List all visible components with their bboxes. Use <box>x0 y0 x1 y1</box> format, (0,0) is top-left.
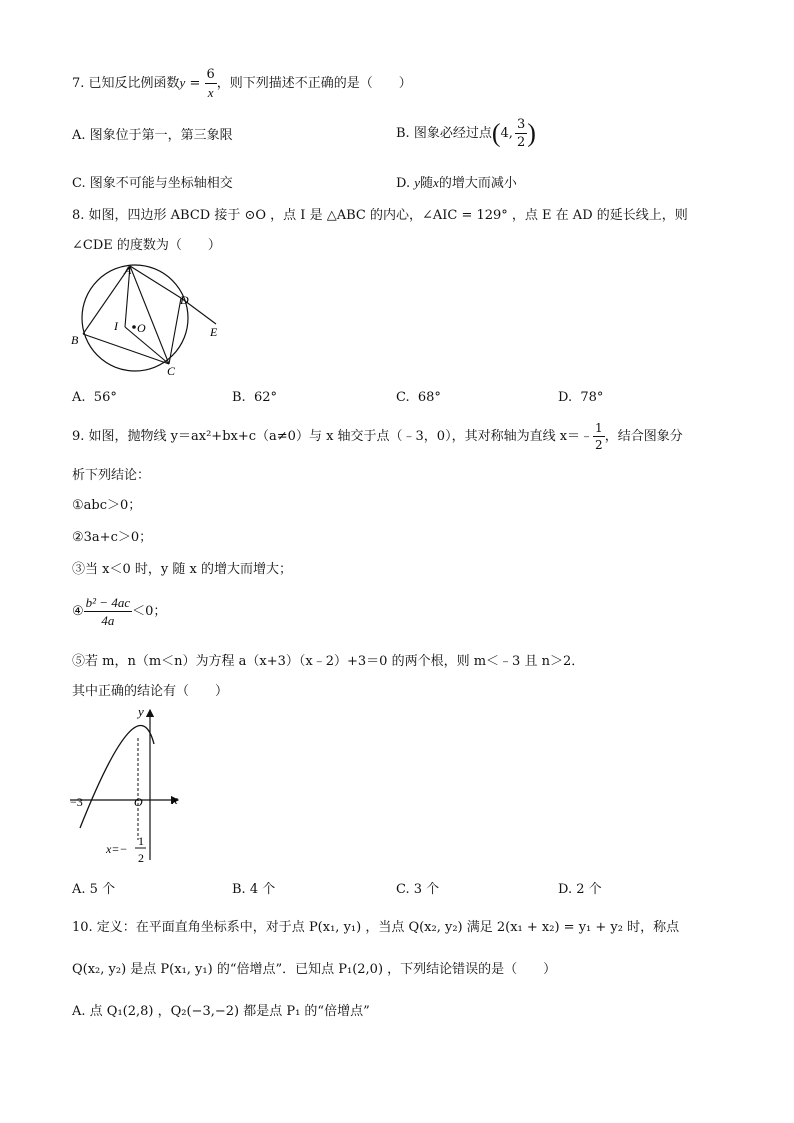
label-e: E <box>210 325 218 339</box>
q9-axis-fraction <box>593 422 605 451</box>
q7-eq: = <box>185 76 205 91</box>
q8-stem-line1: 8. 如图，四边形 ABCD 接于 ⊙O ，点 I 是 △ABC 的内心，∠AIC = 129° ，点 E 在 AD 的延长线上，则 <box>72 208 688 223</box>
q7-option-d <box>396 172 517 191</box>
label-axis-num: 1 <box>138 834 144 848</box>
q9-conclusion-3: ③当 x＜0 时，y 随 x 的增大而增大； <box>72 562 292 577</box>
option-label: A. <box>72 390 86 405</box>
frac-den: 4a <box>84 611 132 627</box>
q9-c4-post: ＜0； <box>132 604 167 619</box>
q8-option-d <box>558 390 603 405</box>
right-paren: ) <box>527 118 536 148</box>
q9-conclusion-1: ①abc＞0； <box>72 498 142 513</box>
q7-option-c <box>72 172 233 191</box>
frac-den: 2 <box>516 135 526 150</box>
q9-option-d <box>558 878 602 897</box>
q7-frac-den: x <box>205 83 217 99</box>
option-text: 68° <box>417 390 441 405</box>
label-b: B <box>71 333 79 347</box>
q9-option-c <box>396 878 439 897</box>
option-label: B. <box>396 126 410 141</box>
q9-conclusion-4 <box>72 590 166 634</box>
option-text: 56° <box>93 390 117 405</box>
frac-num: 3 <box>516 117 526 132</box>
option-text: 4 个 <box>249 882 276 897</box>
q9-stem-line1 <box>72 418 683 456</box>
q9-stem-pre: 9. 如图，抛物线 y＝ax²+bx+c（a≠0）与 x 轴交于点（﹣3，0），其对称轴为直线 x＝﹣ <box>72 429 594 444</box>
q9-parabola-figure <box>66 700 196 868</box>
q7-option-a <box>72 124 233 143</box>
circle-o <box>82 265 188 371</box>
option-label: C. <box>72 176 86 191</box>
q7-frac-num: 6 <box>206 67 215 82</box>
option-label: D. <box>558 390 573 405</box>
q8-stem-line2: ∠CDE 的度数为（ ） <box>72 238 221 253</box>
q7-stem <box>72 66 412 100</box>
option-text: 3 个 <box>413 882 440 897</box>
label-a: A <box>124 263 132 277</box>
label-x: x <box>172 792 178 807</box>
point-x: 4 <box>500 126 509 141</box>
q10-stem-line2: Q(x₂, y₂) 是点 P(x₁, y₁) 的“倍增点”．已知点 P₁(2,0) ，下列结论错误的是（ ） <box>72 962 557 977</box>
label-o: O <box>137 321 146 335</box>
q9-ask: 其中正确的结论有（ ） <box>72 684 229 699</box>
option-label: B. <box>232 882 246 897</box>
option-label: A. <box>72 882 86 897</box>
option-text: 的增大而减小 <box>438 176 517 191</box>
label-neg3: −3 <box>70 795 83 809</box>
option-label: C. <box>396 882 410 897</box>
q9-conclusion-2: ②3a+c＞0； <box>72 530 153 545</box>
q8-option-c <box>396 390 441 405</box>
option-text: 2 个 <box>576 882 602 897</box>
frac-den: 2 <box>595 438 603 452</box>
label-axis-eq: x=− <box>106 842 128 856</box>
option-label: D. <box>558 882 573 897</box>
point-y-fraction <box>515 118 527 149</box>
label-axis-den: 2 <box>138 851 144 865</box>
option-text: 图象位于第一，第三象限 <box>89 128 233 143</box>
q8-circle-figure <box>68 260 228 380</box>
option-text: 图象不可能与坐标轴相交 <box>89 176 233 191</box>
left-paren: ( <box>491 118 501 148</box>
option-text: 随 <box>420 176 434 191</box>
option-text: 5 个 <box>89 882 116 897</box>
frac-num: 1 <box>595 421 603 435</box>
q9-c4-fraction <box>84 596 132 627</box>
q9-stem-post: ，结合图象分 <box>604 429 683 444</box>
center-dot <box>132 325 136 329</box>
q7-fraction <box>205 68 217 99</box>
option-text: 图象必经过点 <box>413 126 492 141</box>
option-text: 62° <box>253 390 277 405</box>
parabola-curve <box>80 726 154 828</box>
label-y: y <box>138 704 144 719</box>
q8-option-b <box>232 390 277 405</box>
q7-func-var: y <box>179 75 186 90</box>
frac-num: b² − 4ac <box>85 595 131 610</box>
option-label: D. <box>396 176 411 191</box>
q7-option-b: B. 图象必经过点(4, $\frac{3}{2}$ ) <box>396 117 536 150</box>
q7-stem-post: ，则下列描述不正确的是（ ） <box>216 76 412 91</box>
option-label: B. <box>232 390 246 405</box>
label-origin: O <box>134 795 143 809</box>
var-y: y <box>414 175 421 190</box>
label-d: D <box>180 293 189 307</box>
q9-option-a <box>72 878 115 897</box>
q8-option-a <box>72 390 117 405</box>
q9-stem-line2: 析下列结论： <box>72 468 151 483</box>
q10-option-a: A. 点 Q₁(2,8) ，Q₂(−3,−2) 都是点 P₁ 的“倍增点” <box>72 1004 370 1019</box>
circled-four: ④ <box>72 604 84 619</box>
option-label: A. <box>72 128 86 143</box>
q9-conclusion-5: ⑤若 m，n（m＜n）为方程 a（x+3）（x﹣2）+3＝0 的两个根，则 m＜﹣3 且 n＞2． <box>72 654 585 669</box>
label-c: C <box>167 364 176 378</box>
q7-stem-pre: 7. 已知反比例函数 <box>72 76 180 91</box>
var-x: x <box>433 175 439 190</box>
q10-stem-line1: 10. 定义：在平面直角坐标系中，对于点 P(x₁, y₁) ，当点 Q(x₂, y₂) 满足 2(x₁ + x₂) = y₁ + y₂ 时，称点 <box>72 920 680 935</box>
option-text: 78° <box>580 390 604 405</box>
label-i: I <box>114 319 118 333</box>
option-label: C. <box>396 390 410 405</box>
q9-option-b <box>232 878 275 897</box>
